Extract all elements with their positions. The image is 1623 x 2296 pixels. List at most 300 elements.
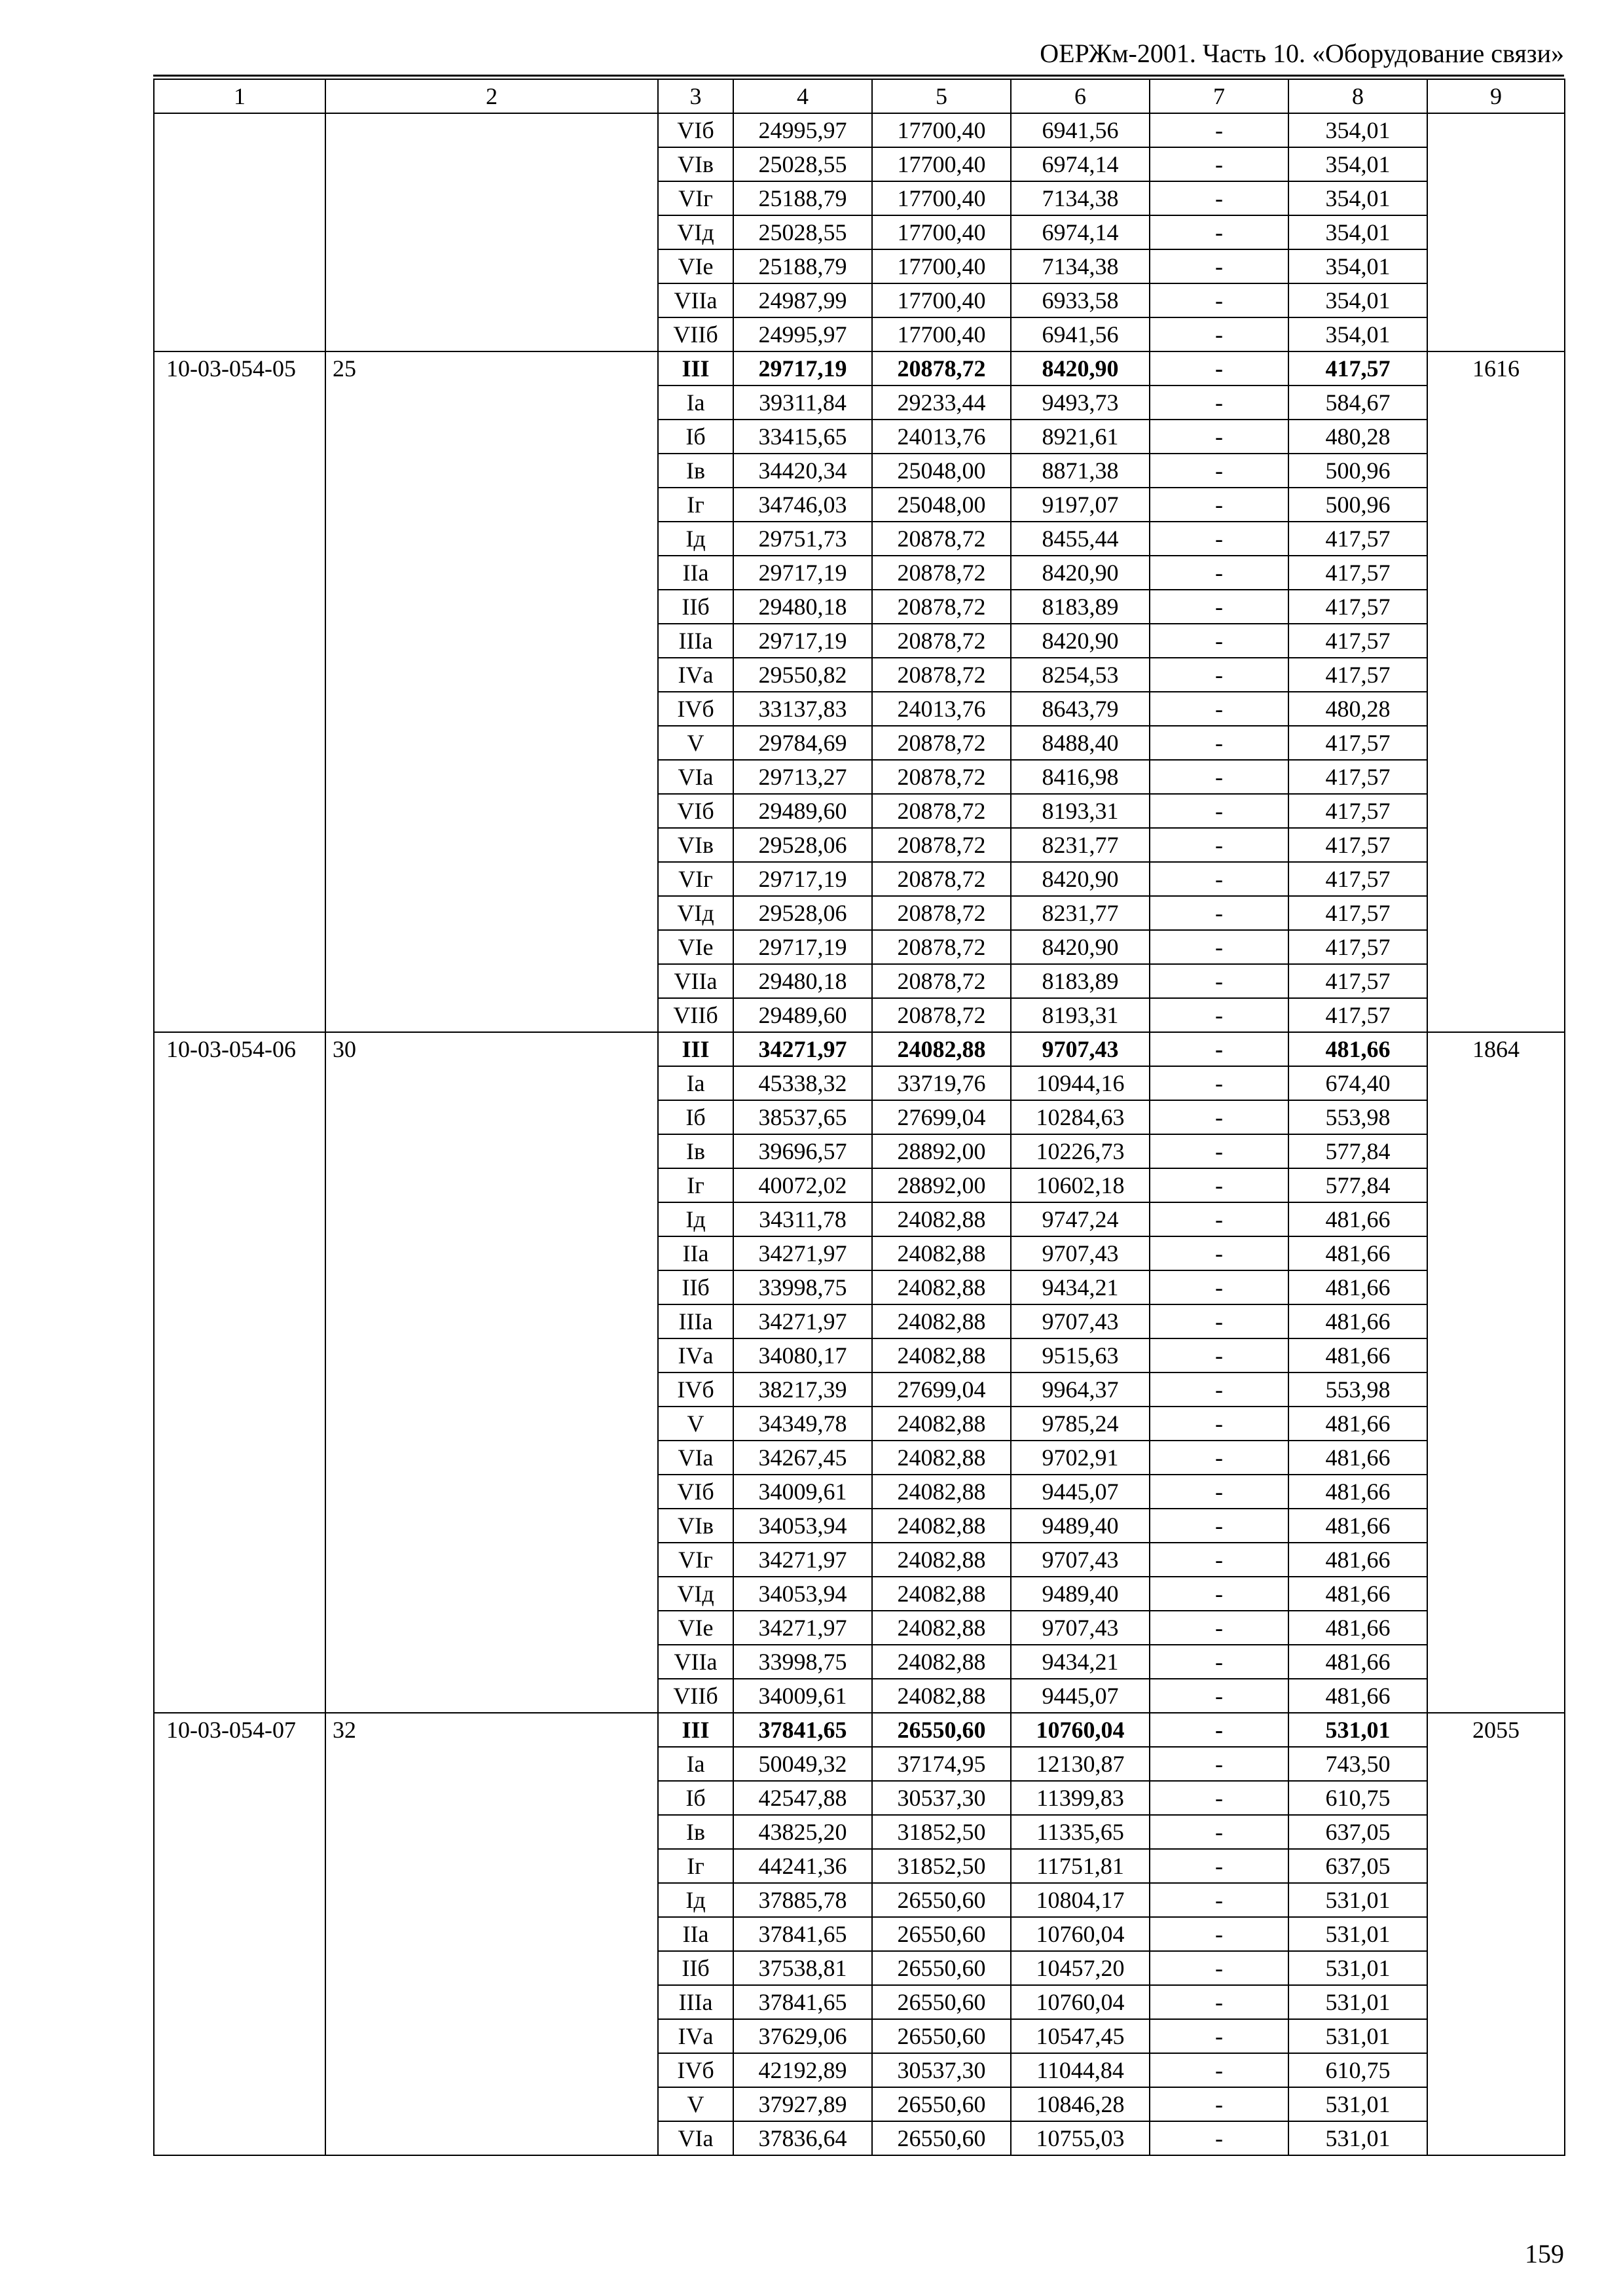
wage-cell: 481,66 xyxy=(1288,1611,1427,1645)
materials-cell: - xyxy=(1150,896,1288,930)
wage-cell: 354,01 xyxy=(1288,215,1427,249)
column-number: 5 xyxy=(872,79,1011,113)
materials-cell: - xyxy=(1150,1577,1288,1611)
total-cell: 29717,19 xyxy=(733,862,872,896)
materials-cell: - xyxy=(1150,1747,1288,1781)
labor-cell: 27699,04 xyxy=(872,1100,1011,1134)
materials-cell: - xyxy=(1150,1543,1288,1577)
machine-cell: 9445,07 xyxy=(1011,1679,1150,1713)
zone-cell: VIд xyxy=(658,896,733,930)
zone-cell: III xyxy=(658,351,733,386)
labor-cell: 24082,88 xyxy=(872,1577,1011,1611)
labor-cell: 20878,72 xyxy=(872,930,1011,964)
labor-cell: 25048,00 xyxy=(872,454,1011,488)
materials-cell: - xyxy=(1150,1168,1288,1202)
zone-cell: Iг xyxy=(658,1849,733,1883)
total-cell: 25028,55 xyxy=(733,215,872,249)
table-row xyxy=(154,1713,1565,1747)
zone-cell: IVа xyxy=(658,1338,733,1372)
materials-cell: - xyxy=(1150,862,1288,896)
labor-cell: 31852,50 xyxy=(872,1849,1011,1883)
machine-cell: 9707,43 xyxy=(1011,1304,1150,1338)
labor-cell: 17700,40 xyxy=(872,181,1011,215)
materials-cell: - xyxy=(1150,1032,1288,1066)
wage-cell: 354,01 xyxy=(1288,317,1427,351)
wage-cell: 531,01 xyxy=(1288,1951,1427,1985)
wage-cell: 481,66 xyxy=(1288,1032,1427,1066)
materials-cell: - xyxy=(1150,556,1288,590)
total-cell: 29528,06 xyxy=(733,828,872,862)
wage-cell: 481,66 xyxy=(1288,1543,1427,1577)
labor-cell: 26550,60 xyxy=(872,2121,1011,2155)
total-cell: 29717,19 xyxy=(733,351,872,386)
total-cell: 37841,65 xyxy=(733,1985,872,2019)
zone-cell: IIIа xyxy=(658,1304,733,1338)
total-cell: 33137,83 xyxy=(733,692,872,726)
materials-cell: - xyxy=(1150,930,1288,964)
labor-hours xyxy=(1427,113,1565,351)
column-number: 8 xyxy=(1288,79,1427,113)
materials-cell: - xyxy=(1150,1372,1288,1407)
machine-cell: 8231,77 xyxy=(1011,828,1150,862)
total-cell: 39696,57 xyxy=(733,1134,872,1168)
page-number: 159 xyxy=(1525,2239,1564,2269)
materials-cell: - xyxy=(1150,624,1288,658)
zone-cell: VIе xyxy=(658,249,733,283)
machine-cell: 9445,07 xyxy=(1011,1475,1150,1509)
zone-cell: IVб xyxy=(658,2053,733,2087)
wage-cell: 417,57 xyxy=(1288,760,1427,794)
labor-cell: 24013,76 xyxy=(872,692,1011,726)
machine-cell: 10944,16 xyxy=(1011,1066,1150,1100)
wage-cell: 481,66 xyxy=(1288,1236,1427,1270)
wage-cell: 481,66 xyxy=(1288,1338,1427,1372)
machine-cell: 10284,63 xyxy=(1011,1100,1150,1134)
materials-cell: - xyxy=(1150,1985,1288,2019)
zone-cell: VIв xyxy=(658,147,733,181)
zone-cell: VIе xyxy=(658,930,733,964)
materials-cell: - xyxy=(1150,351,1288,386)
labor-cell: 20878,72 xyxy=(872,828,1011,862)
zone-cell: VIв xyxy=(658,1509,733,1543)
machine-cell: 6941,56 xyxy=(1011,113,1150,147)
wage-cell: 553,98 xyxy=(1288,1372,1427,1407)
total-cell: 24987,99 xyxy=(733,283,872,317)
machine-cell: 6941,56 xyxy=(1011,317,1150,351)
zone-cell: IIб xyxy=(658,590,733,624)
machine-cell: 9707,43 xyxy=(1011,1611,1150,1645)
materials-cell: - xyxy=(1150,692,1288,726)
materials-cell: - xyxy=(1150,1441,1288,1475)
machine-cell: 11335,65 xyxy=(1011,1815,1150,1849)
labor-cell: 20878,72 xyxy=(872,522,1011,556)
total-cell: 34009,61 xyxy=(733,1679,872,1713)
running-header: ОЕРЖм-2001. Часть 10. «Оборудование связи» xyxy=(1040,39,1564,68)
machine-cell: 10760,04 xyxy=(1011,1917,1150,1951)
wage-cell: 417,57 xyxy=(1288,351,1427,386)
zone-cell: VIа xyxy=(658,2121,733,2155)
rate-code xyxy=(154,113,325,351)
machine-cell: 8193,31 xyxy=(1011,794,1150,828)
zone-cell: VIIа xyxy=(658,964,733,998)
zone-cell: VIд xyxy=(658,215,733,249)
machine-cell: 6974,14 xyxy=(1011,215,1150,249)
zone-cell: Iб xyxy=(658,420,733,454)
wage-cell: 354,01 xyxy=(1288,147,1427,181)
materials-cell: - xyxy=(1150,1883,1288,1917)
zone-cell: Iг xyxy=(658,488,733,522)
materials-cell: - xyxy=(1150,1917,1288,1951)
labor-cell: 17700,40 xyxy=(872,317,1011,351)
labor-cell: 24082,88 xyxy=(872,1270,1011,1304)
total-cell: 29751,73 xyxy=(733,522,872,556)
materials-cell: - xyxy=(1150,215,1288,249)
wage-cell: 531,01 xyxy=(1288,1713,1427,1747)
materials-cell: - xyxy=(1150,181,1288,215)
labor-cell: 20878,72 xyxy=(872,760,1011,794)
total-cell: 44241,36 xyxy=(733,1849,872,1883)
labor-cell: 24082,88 xyxy=(872,1475,1011,1509)
wage-cell: 584,67 xyxy=(1288,386,1427,420)
materials-cell: - xyxy=(1150,420,1288,454)
wage-cell: 481,66 xyxy=(1288,1509,1427,1543)
total-cell: 29489,60 xyxy=(733,794,872,828)
labor-cell: 17700,40 xyxy=(872,147,1011,181)
zone-cell: IIIа xyxy=(658,1985,733,2019)
wage-cell: 531,01 xyxy=(1288,2087,1427,2121)
materials-cell: - xyxy=(1150,1509,1288,1543)
labor-cell: 26550,60 xyxy=(872,1883,1011,1917)
labor-cell: 20878,72 xyxy=(872,351,1011,386)
wage-cell: 743,50 xyxy=(1288,1747,1427,1781)
machine-cell: 10226,73 xyxy=(1011,1134,1150,1168)
machine-cell: 10602,18 xyxy=(1011,1168,1150,1202)
materials-cell: - xyxy=(1150,522,1288,556)
wage-cell: 417,57 xyxy=(1288,522,1427,556)
zone-cell: VIIб xyxy=(658,317,733,351)
wage-cell: 481,66 xyxy=(1288,1577,1427,1611)
machine-cell: 9489,40 xyxy=(1011,1577,1150,1611)
total-cell: 34420,34 xyxy=(733,454,872,488)
labor-cell: 33719,76 xyxy=(872,1066,1011,1100)
labor-cell: 20878,72 xyxy=(872,590,1011,624)
materials-cell: - xyxy=(1150,1100,1288,1134)
labor-cell: 24082,88 xyxy=(872,1441,1011,1475)
wage-cell: 354,01 xyxy=(1288,113,1427,147)
total-cell: 34311,78 xyxy=(733,1202,872,1236)
wage-cell: 481,66 xyxy=(1288,1441,1427,1475)
total-cell: 42547,88 xyxy=(733,1781,872,1815)
labor-hours: 1864 xyxy=(1427,1032,1565,1713)
rate-parameter: 32 xyxy=(325,1713,658,2155)
machine-cell: 8643,79 xyxy=(1011,692,1150,726)
total-cell: 34271,97 xyxy=(733,1611,872,1645)
materials-cell: - xyxy=(1150,964,1288,998)
materials-cell: - xyxy=(1150,794,1288,828)
total-cell: 33998,75 xyxy=(733,1270,872,1304)
wage-cell: 553,98 xyxy=(1288,1100,1427,1134)
wage-cell: 577,84 xyxy=(1288,1168,1427,1202)
zone-cell: V xyxy=(658,2087,733,2121)
labor-cell: 37174,95 xyxy=(872,1747,1011,1781)
total-cell: 25188,79 xyxy=(733,181,872,215)
materials-cell: - xyxy=(1150,147,1288,181)
machine-cell: 11044,84 xyxy=(1011,2053,1150,2087)
zone-cell: VIб xyxy=(658,1475,733,1509)
machine-cell: 9747,24 xyxy=(1011,1202,1150,1236)
machine-cell: 9707,43 xyxy=(1011,1543,1150,1577)
wage-cell: 637,05 xyxy=(1288,1815,1427,1849)
materials-cell: - xyxy=(1150,658,1288,692)
machine-cell: 10846,28 xyxy=(1011,2087,1150,2121)
total-cell: 29480,18 xyxy=(733,590,872,624)
total-cell: 34009,61 xyxy=(733,1475,872,1509)
labor-cell: 20878,72 xyxy=(872,998,1011,1032)
total-cell: 37629,06 xyxy=(733,2019,872,2053)
table-body xyxy=(154,79,1565,2155)
zone-cell: IIа xyxy=(658,1236,733,1270)
wage-cell: 417,57 xyxy=(1288,930,1427,964)
zone-cell: V xyxy=(658,1407,733,1441)
labor-cell: 20878,72 xyxy=(872,794,1011,828)
total-cell: 33998,75 xyxy=(733,1645,872,1679)
materials-cell: - xyxy=(1150,1202,1288,1236)
total-cell: 29528,06 xyxy=(733,896,872,930)
labor-cell: 24082,88 xyxy=(872,1679,1011,1713)
machine-cell: 7134,38 xyxy=(1011,249,1150,283)
materials-cell: - xyxy=(1150,1475,1288,1509)
wage-cell: 481,66 xyxy=(1288,1304,1427,1338)
wage-cell: 354,01 xyxy=(1288,249,1427,283)
materials-cell: - xyxy=(1150,2053,1288,2087)
materials-cell: - xyxy=(1150,1270,1288,1304)
total-cell: 34271,97 xyxy=(733,1543,872,1577)
zone-cell: Iд xyxy=(658,1202,733,1236)
total-cell: 34053,94 xyxy=(733,1577,872,1611)
materials-cell: - xyxy=(1150,1611,1288,1645)
total-cell: 29489,60 xyxy=(733,998,872,1032)
total-cell: 34271,97 xyxy=(733,1236,872,1270)
total-cell: 33415,65 xyxy=(733,420,872,454)
total-cell: 37927,89 xyxy=(733,2087,872,2121)
column-number: 4 xyxy=(733,79,872,113)
wage-cell: 481,66 xyxy=(1288,1679,1427,1713)
materials-cell: - xyxy=(1150,2121,1288,2155)
wage-cell: 531,01 xyxy=(1288,2121,1427,2155)
rate-code: 10-03-054-05 xyxy=(154,351,325,1032)
total-cell: 34271,97 xyxy=(733,1032,872,1066)
machine-cell: 10804,17 xyxy=(1011,1883,1150,1917)
materials-cell: - xyxy=(1150,1849,1288,1883)
wage-cell: 500,96 xyxy=(1288,488,1427,522)
total-cell: 34267,45 xyxy=(733,1441,872,1475)
total-cell: 34746,03 xyxy=(733,488,872,522)
zone-cell: Iб xyxy=(658,1781,733,1815)
labor-cell: 31852,50 xyxy=(872,1815,1011,1849)
total-cell: 34080,17 xyxy=(733,1338,872,1372)
total-cell: 34053,94 xyxy=(733,1509,872,1543)
materials-cell: - xyxy=(1150,1781,1288,1815)
wage-cell: 417,57 xyxy=(1288,998,1427,1032)
machine-cell: 8420,90 xyxy=(1011,351,1150,386)
zone-cell: V xyxy=(658,726,733,760)
total-cell: 37538,81 xyxy=(733,1951,872,1985)
machine-cell: 11751,81 xyxy=(1011,1849,1150,1883)
materials-cell: - xyxy=(1150,2087,1288,2121)
labor-cell: 28892,00 xyxy=(872,1134,1011,1168)
materials-cell: - xyxy=(1150,283,1288,317)
machine-cell: 10760,04 xyxy=(1011,1985,1150,2019)
zone-cell: VIIб xyxy=(658,1679,733,1713)
wage-cell: 500,96 xyxy=(1288,454,1427,488)
machine-cell: 10760,04 xyxy=(1011,1713,1150,1747)
zone-cell: VIIб xyxy=(658,998,733,1032)
total-cell: 29713,27 xyxy=(733,760,872,794)
wage-cell: 480,28 xyxy=(1288,420,1427,454)
labor-cell: 27699,04 xyxy=(872,1372,1011,1407)
materials-cell: - xyxy=(1150,1304,1288,1338)
labor-cell: 20878,72 xyxy=(872,862,1011,896)
materials-cell: - xyxy=(1150,488,1288,522)
wage-cell: 531,01 xyxy=(1288,1883,1427,1917)
zone-cell: VIе xyxy=(658,1611,733,1645)
labor-cell: 17700,40 xyxy=(872,283,1011,317)
wage-cell: 531,01 xyxy=(1288,1985,1427,2019)
machine-cell: 8193,31 xyxy=(1011,998,1150,1032)
machine-cell: 8488,40 xyxy=(1011,726,1150,760)
machine-cell: 8420,90 xyxy=(1011,930,1150,964)
materials-cell: - xyxy=(1150,1679,1288,1713)
zone-cell: Iд xyxy=(658,1883,733,1917)
total-cell: 37885,78 xyxy=(733,1883,872,1917)
total-cell: 34349,78 xyxy=(733,1407,872,1441)
labor-cell: 24013,76 xyxy=(872,420,1011,454)
zone-cell: IVа xyxy=(658,2019,733,2053)
zone-cell: VIIа xyxy=(658,1645,733,1679)
materials-cell: - xyxy=(1150,1815,1288,1849)
zone-cell: Iв xyxy=(658,454,733,488)
total-cell: 38217,39 xyxy=(733,1372,872,1407)
wage-cell: 417,57 xyxy=(1288,794,1427,828)
machine-cell: 6933,58 xyxy=(1011,283,1150,317)
rate-parameter: 25 xyxy=(325,351,658,1032)
wage-cell: 417,57 xyxy=(1288,726,1427,760)
materials-cell: - xyxy=(1150,317,1288,351)
machine-cell: 8416,98 xyxy=(1011,760,1150,794)
labor-cell: 24082,88 xyxy=(872,1509,1011,1543)
labor-cell: 24082,88 xyxy=(872,1645,1011,1679)
machine-cell: 10755,03 xyxy=(1011,2121,1150,2155)
machine-cell: 8420,90 xyxy=(1011,556,1150,590)
machine-cell: 8231,77 xyxy=(1011,896,1150,930)
total-cell: 37836,64 xyxy=(733,2121,872,2155)
total-cell: 39311,84 xyxy=(733,386,872,420)
zone-cell: Iв xyxy=(658,1134,733,1168)
materials-cell: - xyxy=(1150,998,1288,1032)
labor-cell: 28892,00 xyxy=(872,1168,1011,1202)
labor-cell: 20878,72 xyxy=(872,658,1011,692)
wage-cell: 637,05 xyxy=(1288,1849,1427,1883)
zone-cell: VIа xyxy=(658,1441,733,1475)
column-number: 9 xyxy=(1427,79,1565,113)
wage-cell: 610,75 xyxy=(1288,1781,1427,1815)
labor-cell: 26550,60 xyxy=(872,1713,1011,1747)
zone-cell: Iа xyxy=(658,1747,733,1781)
materials-cell: - xyxy=(1150,1066,1288,1100)
table-row xyxy=(154,1032,1565,1066)
zone-cell: IIIа xyxy=(658,624,733,658)
machine-cell: 9707,43 xyxy=(1011,1032,1150,1066)
machine-cell: 9707,43 xyxy=(1011,1236,1150,1270)
labor-cell: 26550,60 xyxy=(872,1985,1011,2019)
zone-cell: VIг xyxy=(658,181,733,215)
labor-cell: 20878,72 xyxy=(872,964,1011,998)
machine-cell: 9785,24 xyxy=(1011,1407,1150,1441)
column-number: 7 xyxy=(1150,79,1288,113)
labor-cell: 24082,88 xyxy=(872,1407,1011,1441)
machine-cell: 9515,63 xyxy=(1011,1338,1150,1372)
materials-cell: - xyxy=(1150,760,1288,794)
machine-cell: 10457,20 xyxy=(1011,1951,1150,1985)
header-rule xyxy=(153,75,1564,77)
materials-cell: - xyxy=(1150,726,1288,760)
total-cell: 24995,97 xyxy=(733,317,872,351)
labor-cell: 24082,88 xyxy=(872,1338,1011,1372)
table-row xyxy=(154,351,1565,386)
total-cell: 34271,97 xyxy=(733,1304,872,1338)
zone-cell: Iа xyxy=(658,386,733,420)
wage-cell: 417,57 xyxy=(1288,828,1427,862)
labor-cell: 24082,88 xyxy=(872,1543,1011,1577)
machine-cell: 8183,89 xyxy=(1011,590,1150,624)
total-cell: 38537,65 xyxy=(733,1100,872,1134)
materials-cell: - xyxy=(1150,1407,1288,1441)
machine-cell: 8420,90 xyxy=(1011,862,1150,896)
column-number: 1 xyxy=(154,79,325,113)
zone-cell: VIд xyxy=(658,1577,733,1611)
total-cell: 50049,32 xyxy=(733,1747,872,1781)
zone-cell: VIв xyxy=(658,828,733,862)
wage-cell: 531,01 xyxy=(1288,2019,1427,2053)
labor-cell: 24082,88 xyxy=(872,1304,1011,1338)
labor-cell: 26550,60 xyxy=(872,2019,1011,2053)
total-cell: 29717,19 xyxy=(733,930,872,964)
zone-cell: Iв xyxy=(658,1815,733,1849)
total-cell: 37841,65 xyxy=(733,1713,872,1747)
wage-cell: 577,84 xyxy=(1288,1134,1427,1168)
machine-cell: 9702,91 xyxy=(1011,1441,1150,1475)
labor-cell: 20878,72 xyxy=(872,726,1011,760)
materials-cell: - xyxy=(1150,454,1288,488)
labor-cell: 26550,60 xyxy=(872,2087,1011,2121)
rate-code: 10-03-054-06 xyxy=(154,1032,325,1713)
wage-cell: 531,01 xyxy=(1288,1917,1427,1951)
machine-cell: 12130,87 xyxy=(1011,1747,1150,1781)
zone-cell: III xyxy=(658,1713,733,1747)
wage-cell: 417,57 xyxy=(1288,556,1427,590)
zone-cell: III xyxy=(658,1032,733,1066)
rate-code: 10-03-054-07 xyxy=(154,1713,325,2155)
wage-cell: 417,57 xyxy=(1288,658,1427,692)
zone-cell: IVб xyxy=(658,1372,733,1407)
zone-cell: IVа xyxy=(658,658,733,692)
materials-cell: - xyxy=(1150,386,1288,420)
zone-cell: Iд xyxy=(658,522,733,556)
wage-cell: 481,66 xyxy=(1288,1645,1427,1679)
wage-cell: 354,01 xyxy=(1288,283,1427,317)
zone-cell: VIб xyxy=(658,113,733,147)
rates-table xyxy=(153,79,1565,2156)
